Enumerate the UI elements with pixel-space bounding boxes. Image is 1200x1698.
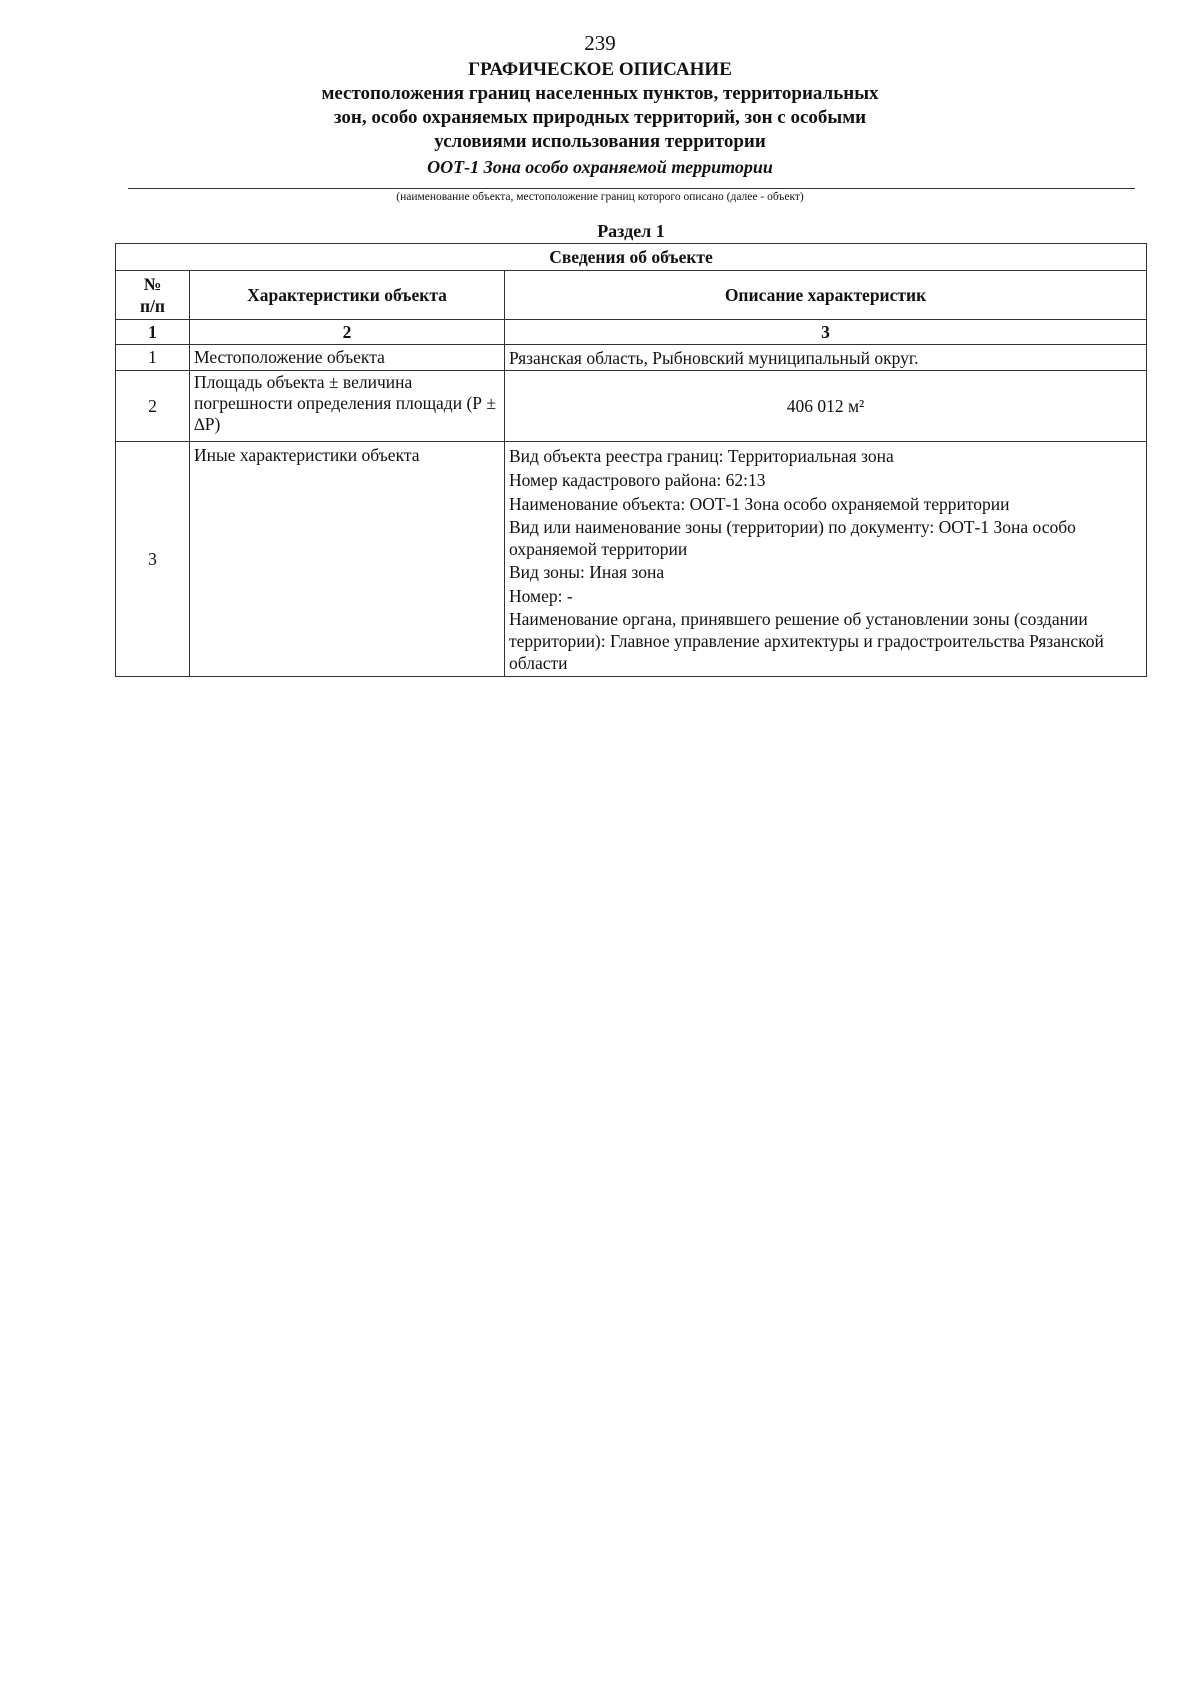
table-row xyxy=(116,371,1147,442)
column-header-description: Описание характеристик xyxy=(505,271,1147,320)
row-number: 2 xyxy=(116,371,190,442)
description-line: Номер: - xyxy=(509,586,573,606)
document-title: ГРАФИЧЕСКОЕ ОПИСАНИЕ xyxy=(468,59,732,80)
document-header xyxy=(0,58,1200,179)
description-line: Наименование объекта: ООТ-1 Зона особо охраняемой территории xyxy=(509,494,1010,514)
column-header-num-text: № п/п xyxy=(139,274,166,316)
object-info-table xyxy=(115,243,1147,677)
column-header-num xyxy=(116,271,190,320)
row-number: 3 xyxy=(116,442,190,677)
row-characteristic: Иные характеристики объекта xyxy=(190,442,505,677)
description-line: Вид зоны: Иная зона xyxy=(509,562,665,582)
column-number-row xyxy=(116,320,1147,345)
table-row xyxy=(116,442,1147,677)
row-number: 1 xyxy=(116,345,190,371)
row-description xyxy=(505,442,1147,677)
column-number-1: 1 xyxy=(116,320,190,345)
object-name-underline xyxy=(128,188,1135,189)
description-line: Наименование органа, принявшего решение об установлении зоны (создании территории): Главное управление архитектуры и градостроительства Рязанской области xyxy=(509,609,1104,673)
table-title-row xyxy=(116,244,1147,271)
row-description: Рязанская область, Рыбновский муниципальный округ. xyxy=(505,345,1147,371)
page-number: 239 xyxy=(584,31,616,55)
description-line: Номер кадастрового района: 62:13 xyxy=(509,470,766,490)
row-characteristic: Площадь объекта ± величина погрешности определения площади (Р ± ∆Р) xyxy=(190,371,505,442)
row-characteristic: Местоположение объекта xyxy=(190,345,505,371)
document-subtitle-line-2: зон, особо охраняемых природных территорий, зон с особыми xyxy=(333,107,867,128)
table-title: Сведения об объекте xyxy=(116,244,1147,271)
column-number-3: 3 xyxy=(505,320,1147,345)
section-title: Раздел 1 xyxy=(597,221,665,241)
object-name-caption: (наименование объекта, местоположение границ которого описано (далее - объект) xyxy=(396,191,804,203)
column-header-characteristic: Характеристики объекта xyxy=(190,271,505,320)
description-line: Вид объекта реестра границ: Территориальная зона xyxy=(509,446,894,466)
document-subtitle-line-3: условиями использования территории xyxy=(434,131,766,152)
document-subtitle-line-1: местоположения границ населенных пунктов, территориальных xyxy=(321,83,879,104)
row-description: 406 012 м² xyxy=(505,371,1147,442)
table-header-row xyxy=(116,271,1147,320)
object-name: ООТ-1 Зона особо охраняемой территории xyxy=(427,157,773,177)
column-number-2: 2 xyxy=(190,320,505,345)
table-row xyxy=(116,345,1147,371)
description-line: Вид или наименование зоны (территории) по документу: ООТ-1 Зона особо охраняемой территории xyxy=(509,517,1076,559)
